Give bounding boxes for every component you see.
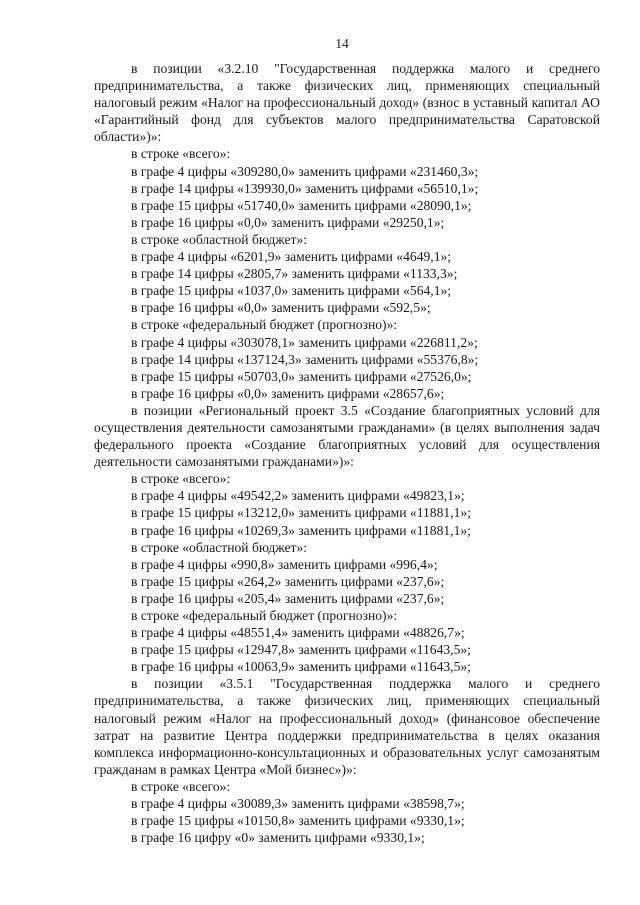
amendment-line: в графе 4 цифры «6201,9» заменить цифрами «4649,1»; xyxy=(131,249,452,265)
amendment-line: в графе 14 цифры «2805,7» заменить цифрами «1133,3»; xyxy=(131,266,458,282)
amendment-line: в строке «областной бюджет»: xyxy=(131,539,308,555)
amendment-line: в графе 15 цифры «1037,0» заменить цифрами «564,1»; xyxy=(131,283,452,299)
amendment-line: в графе 4 цифры «48551,4» заменить цифрами «48826,7»; xyxy=(131,625,465,641)
amendment-line: в графе 15 цифры «51740,0» заменить цифрами «28090,1»; xyxy=(131,197,472,213)
amendment-line: в графе 15 цифры «12947,8» заменить цифрами «11643,5»; xyxy=(131,642,471,658)
position-paragraph: в позиции «3.5.1 "Государственная поддержка малого и среднего предпринимательства, а также физических лиц, применяющих специальный налоговый режим «Налог на профессиональный доход» (финансовое обеспечение затрат на развитие Центра поддержки предпринимательства в целях оказания комплекса информационно-консультационных и образовательных услуг самозанятым гражданам в рамках Центра «Мой бизнес»)»: xyxy=(94,676,600,777)
amendment-line: в графе 16 цифры «0,0» заменить цифрами «592,5»; xyxy=(131,300,431,316)
amendment-line: в строке «федеральный бюджет (прогнозно)»: xyxy=(131,608,398,623)
position-paragraph: в позиции «Региональный проект 3.5 «Создание благоприятных условий для осуществления деятельности самозанятыми гражданами» (в целях выполнения задач федерального проекта «Создание благоприятных условий для осуществления деятельности самозанятыми гражданами»)»: xyxy=(94,402,600,470)
amendment-line: в графе 16 цифры «10269,3» заменить цифрами «11881,1»; xyxy=(131,522,471,538)
amendment-line: в графе 16 цифры «10063,9» заменить цифрами «11643,5»; xyxy=(131,659,471,675)
amendment-line: в строке «федеральный бюджет (прогнозно)»: xyxy=(131,317,398,333)
amendment-line: в графе 4 цифры «49542,2» заменить цифрами «49823,1»; xyxy=(131,488,465,504)
amendment-line: в графе 4 цифры «303078,1» заменить цифрами «226811,2»; xyxy=(131,334,478,350)
amendment-line: в графе 14 цифры «139930,0» заменить цифрами «56510,1»; xyxy=(131,180,479,196)
amendment-line: в графе 16 цифры «0,0» заменить цифрами «28657,6»; xyxy=(131,385,445,401)
amendment-line: в строке «всего»: xyxy=(131,778,231,794)
amendment-line: в графе 4 цифры «30089,3» заменить цифрами «38598,7»; xyxy=(131,796,465,812)
amendment-line: в графе 14 цифры «137124,3» заменить цифрами «55376,8»; xyxy=(131,351,479,367)
amendment-line: в графе 16 цифру «0» заменить цифрами «9330,1»; xyxy=(131,830,425,846)
amendment-line: в строке «всего»: xyxy=(131,146,231,162)
position-paragraph: в позиции «3.2.10 "Государственная поддержка малого и среднего предпринимательства, а также физических лиц, применяющих специальный налоговый режим «Налог на профессиональный доход» (взнос в уставный капитал АО «Гарантийный фонд для субъектов малого предпринимательства Саратовской области»)»: xyxy=(94,61,600,145)
amendment-line: в графе 15 цифры «10150,8» заменить цифрами «9330,1»; xyxy=(131,813,465,829)
amendment-line: в графе 16 цифры «205,4» заменить цифрами «237,6»; xyxy=(131,590,445,606)
amendment-line: в графе 4 цифры «309280,0» заменить цифрами «231460,3»; xyxy=(131,163,479,179)
amendment-line: в графе 16 цифры «0,0» заменить цифрами «29250,1»; xyxy=(131,214,445,230)
document-body xyxy=(94,60,600,846)
amendment-line: в графе 15 цифры «50703,0» заменить цифрами «27526,0»; xyxy=(131,368,472,384)
amendment-line: в строке «всего»: xyxy=(131,471,231,487)
amendment-line: в графе 15 цифры «13212,0» заменить цифрами «11881,1»; xyxy=(131,505,471,521)
amendment-line: в графе 15 цифры «264,2» заменить цифрами «237,6»; xyxy=(131,573,445,589)
amendment-line: в графе 4 цифры «990,8» заменить цифрами «996,4»; xyxy=(131,556,438,572)
page-number: 14 xyxy=(335,36,349,51)
amendment-line: в строке «областной бюджет»: xyxy=(131,231,308,247)
